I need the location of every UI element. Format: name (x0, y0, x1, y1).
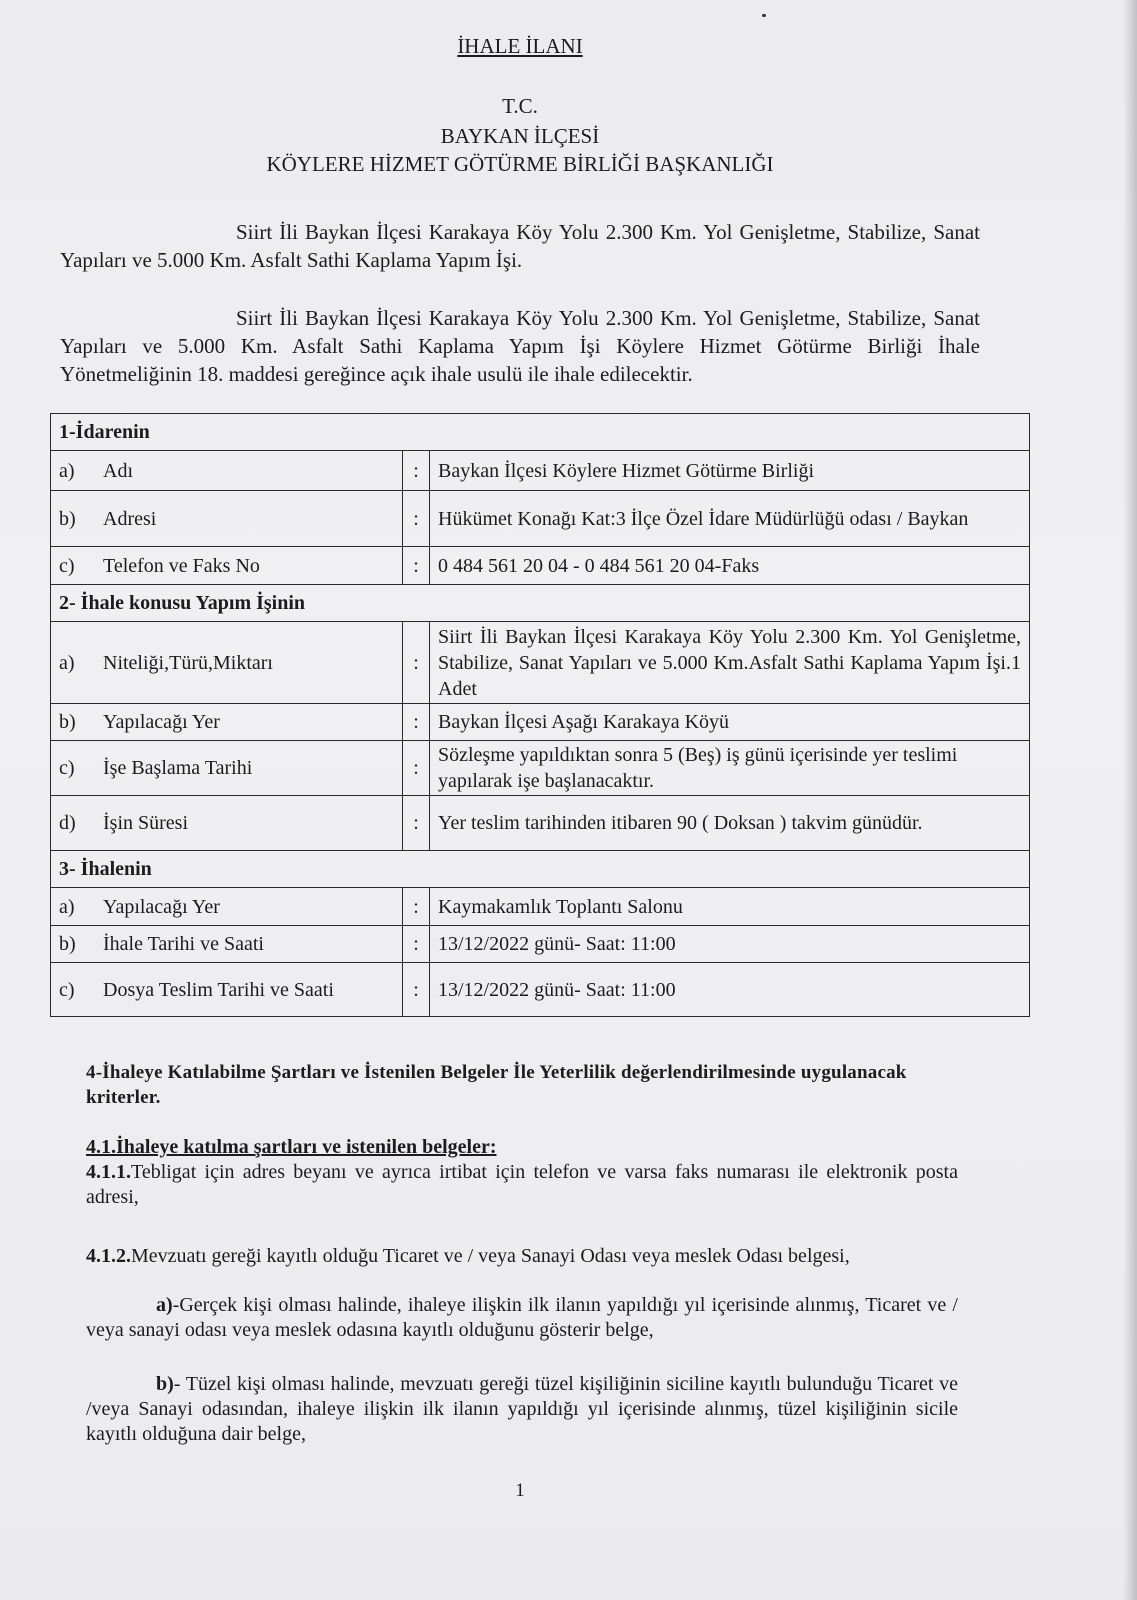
item-number: 4.1.2. (86, 1245, 131, 1267)
row-colon: : (403, 796, 430, 851)
row-label-text: İşin Süresi (103, 812, 188, 834)
row-value: 13/12/2022 günü- Saat: 11:00 (430, 963, 1030, 1017)
row-letter: d) (59, 812, 76, 834)
table-row (51, 796, 1030, 851)
row-label (51, 491, 403, 547)
row-label-text: Dosya Teslim Tarihi ve Saati (103, 978, 334, 1001)
row-label-text: İşe Başlama Tarihi (103, 757, 253, 779)
row-label (51, 704, 403, 741)
row-label (51, 451, 403, 491)
item-4-1-2-b (86, 1372, 958, 1447)
paper-speck (762, 14, 766, 17)
table-row (51, 451, 1030, 491)
section-row (51, 585, 1030, 622)
row-letter: a) (59, 895, 75, 918)
row-colon: : (403, 622, 430, 704)
section-4-heading: 4-İhaleye Katılabilme Şartları ve İstenilen Belgeler İle Yeterlilik değerlendirilmesinde uygulanacak kriterler. (86, 1062, 907, 1108)
row-value: Baykan İlçesi Aşağı Karakaya Köyü (430, 704, 1030, 741)
section-row (51, 414, 1030, 451)
table-row (51, 888, 1030, 926)
item-letter: b) (156, 1373, 174, 1395)
table-row (51, 741, 1030, 796)
table-row (51, 926, 1030, 963)
row-label (51, 796, 403, 851)
table-row (51, 963, 1030, 1017)
row-letter: b) (59, 711, 76, 733)
intro-paragraph-2: Siirt İli Baykan İlçesi Karakaya Köy Yolu 2.300 Km. Yol Genişletme, Stabilize, Sanat Yapıları ve 5.000 Km. Asfalt Sathi Kaplama Yapım İşi Köylere Hizmet Götürme Birliği İhale Yönetmeliğinin 18. maddesi gereğince açık ihale usulü ile ihale edilecektir. (60, 306, 980, 386)
document-title: İHALE İLANI (457, 34, 583, 58)
row-label-text: Adı (103, 459, 133, 482)
item-letter: a) (156, 1294, 173, 1316)
section-row (51, 851, 1030, 888)
row-letter: b) (59, 507, 76, 530)
row-colon: : (403, 963, 430, 1017)
item-4-1-2 (86, 1244, 958, 1269)
row-label (51, 741, 403, 796)
row-colon: : (403, 547, 430, 585)
table-row (51, 622, 1030, 704)
item-text: - Tüzel kişi olması halinde, mevzuatı gereği tüzel kişiliğinin siciline kayıtlı bulunduğu Ticaret ve /veya Sanayi odasından, ihaleye ilişkin ilk ilanın yapıldığı yıl içerisinde alınmış, tüzel kişiliğinin sicile kayıtlı olduğuna dair belge, (86, 1373, 958, 1445)
row-label-text: Yapılacağı Yer (103, 711, 220, 733)
row-colon: : (403, 704, 430, 741)
table-row (51, 547, 1030, 585)
row-label-text: Telefon ve Faks No (103, 554, 260, 577)
row-colon: : (403, 888, 430, 926)
row-letter: c) (59, 757, 75, 779)
row-value: Hükümet Konağı Kat:3 İlçe Özel İdare Müdürlüğü odası / Baykan (430, 491, 1030, 547)
item-4-1-2-a (86, 1293, 958, 1343)
tender-info-table (50, 413, 1030, 1017)
row-value: Yer teslim tarihinden itibaren 90 ( Doksan ) takvim günüdür. (430, 796, 1030, 851)
row-value: Kaymakamlık Toplantı Salonu (430, 888, 1030, 926)
row-label-text: İhale Tarihi ve Saati (103, 933, 264, 955)
row-label (51, 888, 403, 926)
row-colon: : (403, 926, 430, 963)
row-letter: b) (59, 933, 76, 955)
row-letter: c) (59, 978, 75, 1001)
row-label-text: Yapılacağı Yer (103, 895, 220, 918)
row-label-text: Niteliği,Türü,Miktarı (103, 651, 273, 674)
intro-paragraph-1: Siirt İli Baykan İlçesi Karakaya Köy Yolu 2.300 Km. Yol Genişletme, Stabilize, Sanat Yapıları ve 5.000 Km. Asfalt Sathi Kaplama Yapım İşi. (60, 220, 980, 272)
row-value: Baykan İlçesi Köylere Hizmet Götürme Birliği (430, 451, 1030, 491)
item-4-1-1 (86, 1160, 958, 1210)
section-4-1-heading: 4.1.İhaleye katılma şartları ve istenilen belgeler: (86, 1136, 497, 1158)
section-heading-1: 1-İdarenin (51, 414, 1030, 451)
row-value: 0 484 561 20 04 - 0 484 561 20 04-Faks (430, 547, 1030, 585)
row-letter: c) (59, 554, 75, 577)
table-row (51, 491, 1030, 547)
section-heading-2: 2- İhale konusu Yapım İşinin (51, 585, 1030, 622)
page-edge-shadow (1123, 0, 1137, 1600)
row-label (51, 963, 403, 1017)
row-value: Siirt İli Baykan İlçesi Karakaya Köy Yolu 2.300 Km. Yol Genişletme, Stabilize, Sanat Yapıları ve 5.000 Km.Asfalt Sathi Kaplama Yapım İşi.1 Adet (430, 622, 1030, 704)
row-colon: : (403, 451, 430, 491)
row-label (51, 622, 403, 704)
row-label (51, 926, 403, 963)
row-value: Sözleşme yapıldıktan sonra 5 (Beş) iş günü içerisinde yer teslimi yapılarak işe başlanacaktır. (430, 741, 1030, 796)
row-colon: : (403, 741, 430, 796)
row-label-text: Adresi (103, 507, 157, 530)
row-colon: : (403, 491, 430, 547)
row-label (51, 547, 403, 585)
row-letter: a) (59, 651, 75, 674)
header-line-district: BAYKAN İLÇESİ (440, 124, 600, 148)
page-number: 1 (515, 1480, 525, 1501)
item-number: 4.1.1. (86, 1161, 131, 1183)
item-text: -Gerçek kişi olması halinde, ihaleye ilişkin ilk ilanın yapıldığı yıl içerisinde alınmış, Ticaret ve / veya sanayi odası veya meslek odasına kayıtlı olduğunu gösterir belge, (86, 1294, 958, 1341)
section-heading-3: 3- İhalenin (51, 851, 1030, 888)
header-line-union: KÖYLERE HİZMET GÖTÜRME BİRLİĞİ BAŞKANLIĞI (266, 152, 774, 176)
item-text: Mevzuatı gereği kayıtlı olduğu Ticaret ve / veya Sanayi Odası veya meslek Odası belgesi, (131, 1245, 850, 1267)
table-row (51, 704, 1030, 741)
header-line-tc: T.C. (502, 94, 538, 118)
item-text: Tebligat için adres beyanı ve ayrıca irtibat için telefon ve varsa faks numarası ile elektronik posta adresi, (86, 1161, 958, 1208)
row-letter: a) (59, 459, 75, 482)
row-value: 13/12/2022 günü- Saat: 11:00 (430, 926, 1030, 963)
